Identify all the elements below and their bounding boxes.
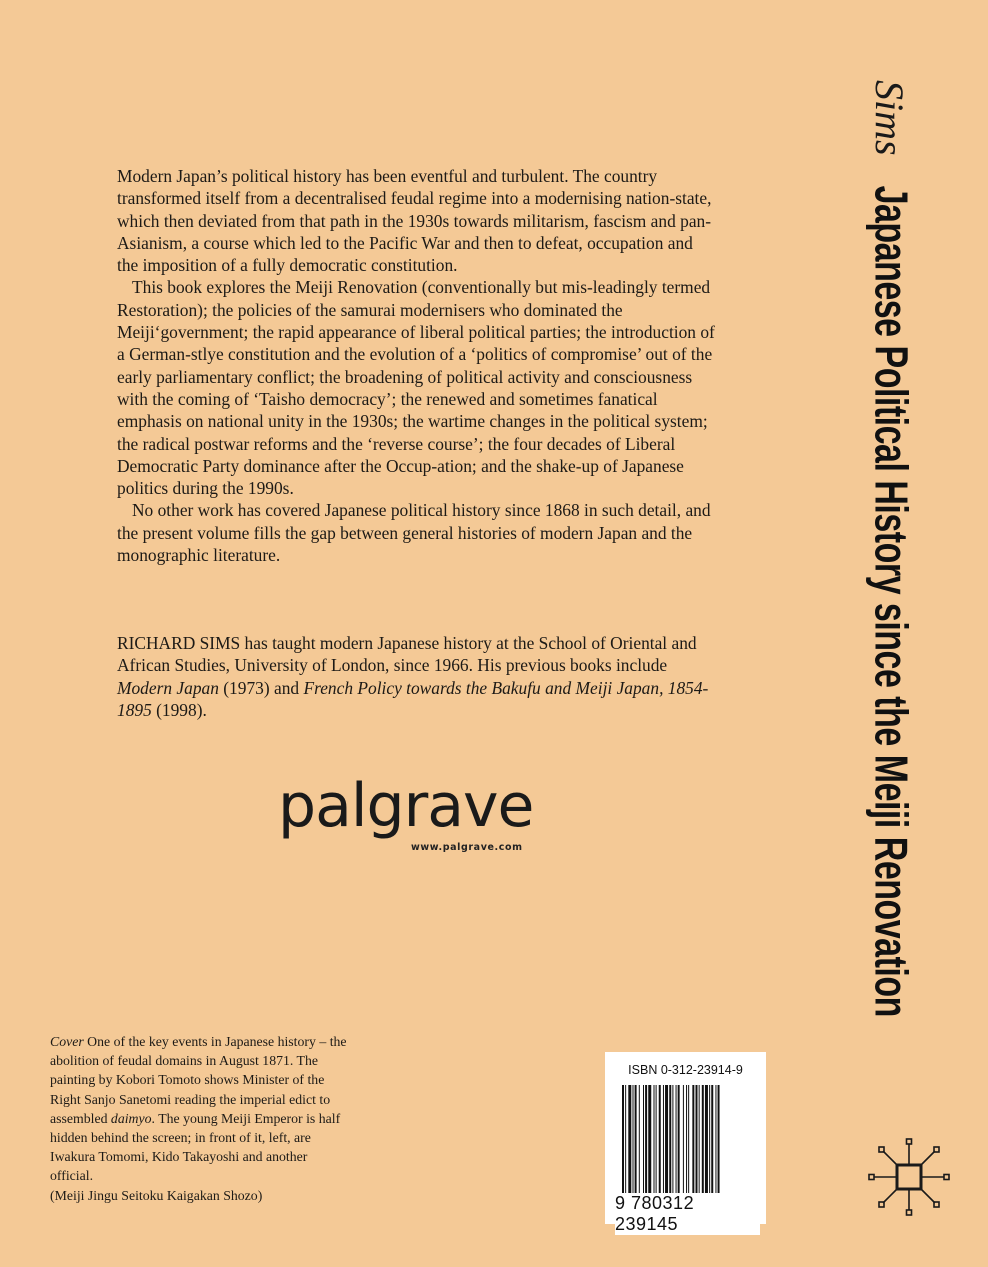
barcode-bar [648,1085,651,1200]
cover-caption-text [50,1032,350,1186]
author-bio-text [117,632,717,721]
bio-book-1: Modern Japan [117,677,219,698]
barcode-bar [628,1085,631,1200]
back-cover-blurb [117,165,717,566]
barcode-bar [656,1085,657,1200]
barcode-bar [688,1085,689,1200]
cover-caption-credit: (Meiji Jingu Seitoku Kaigakan Shozo) [50,1187,263,1203]
barcode-bar [705,1085,708,1200]
barcode-bar [699,1085,700,1200]
isbn-digits: 9 780312 239145 [615,1193,760,1235]
author-bio [117,632,717,721]
isbn-label: ISBN 0-312-23914-9 [628,1063,743,1077]
barcode [622,1085,750,1200]
barcode-bar [718,1085,720,1200]
barcode-bar [639,1085,640,1200]
barcode-bar [696,1085,698,1200]
cover-caption [50,1032,350,1205]
barcode-bar [625,1085,626,1200]
bio-mid: (1973) and [218,677,304,698]
blurb-paragraph-2: This book explores the Meiji Renovation (conventionally but mis-leadingly termed Restoration); the policies of the samurai modernisers who dominated the Meiji‘government; the rapid appearance of liberal political parties; the introduction of a German-stlye constitution and the evolution of a ‘politics of compromise’ out of the early parliamentary conflict; the broadening of political activity and consciousness with the coming of ‘Taisho democracy’; the renewed and sometimes fanatical emphasis on national unity in the 1930s; the wartime changes in the political system; the radical postwar reforms and the ‘reverse course’; the four decades of Liberal Democratic Party dominance after the Occup-ation; and the shake-up of Japanese politics during the 1990s. [117,277,715,499]
barcode-bar [633,1085,634,1200]
barcode-bar [665,1085,668,1200]
barcode-bar [645,1085,647,1200]
publisher-logo-text: palgrave [278,771,534,841]
barcode-bar [654,1085,655,1200]
bio-lead: RICHARD SIMS has taught modern Japanese history at the School of Oriental and African Studies, University of London, since 1966. His previous books include [117,633,697,676]
barcode-bar [709,1085,710,1200]
barcode-bar [683,1085,684,1200]
spine-author: Sims [867,80,912,156]
blurb-paragraph-3: No other work has covered Japanese political history since 1868 in such detail, and the present volume fills the gap between general histories of modern Japan and the monographic literature. [117,500,711,566]
palgrave-emblem-icon [866,1134,952,1220]
barcode-bar [622,1085,624,1200]
cover-caption-part-1: One of the key events in Japanese history – the abolition of feudal domains in August 1871. The painting by Kobori Tomoto shows Minister of the Right Sanjo Sanetomi reading the imperial edict to assembled [50,1034,347,1126]
cover-caption-part-2: . The young Meiji Emperor is half hidden behind the screen; in front of it, left, are Iwakura Tomomi, Kido Takayoshi and another official. [50,1110,341,1184]
spine-title: Japanese Political History since the Meiji Renovation [864,185,916,1017]
publisher-logo [278,771,538,860]
barcode-bar [672,1085,673,1200]
barcode-bar [678,1085,680,1200]
barcode-bar [686,1085,687,1200]
blurb-paragraph-1: Modern Japan’s political history has been eventful and turbulent. The country transformed itself from a decentralised feudal regime into a modernising nation-state, which then deviated from that path in the 1930s towards militarism, fascism and pan-Asianism, a course which led to the Pacific War and then to defeat, occupation and the imposition of a fully democratic constitution. [117,166,712,276]
spine-text [864,80,916,1080]
cover-caption-daimyo: daimyo [110,1110,152,1126]
barcode-bar [643,1085,644,1200]
barcode-bar [711,1085,713,1200]
barcode-bar [669,1085,671,1200]
cover-caption-label: Cover [50,1034,84,1049]
barcode-bar [676,1085,677,1200]
barcode-bar [635,1085,637,1200]
barcode-bar [659,1085,661,1200]
isbn-barcode-box [605,1052,766,1234]
bio-tail: (1998). [151,699,207,720]
barcode-bar [702,1085,704,1200]
bio-book-2: French Policy towards the Bakufu and Meiji Japan, 1854-1895 [117,677,709,720]
publisher-url: www.palgrave.com [411,842,523,853]
barcode-bar [663,1085,664,1200]
barcode-bar [715,1085,716,1200]
barcode-bar [692,1085,694,1200]
